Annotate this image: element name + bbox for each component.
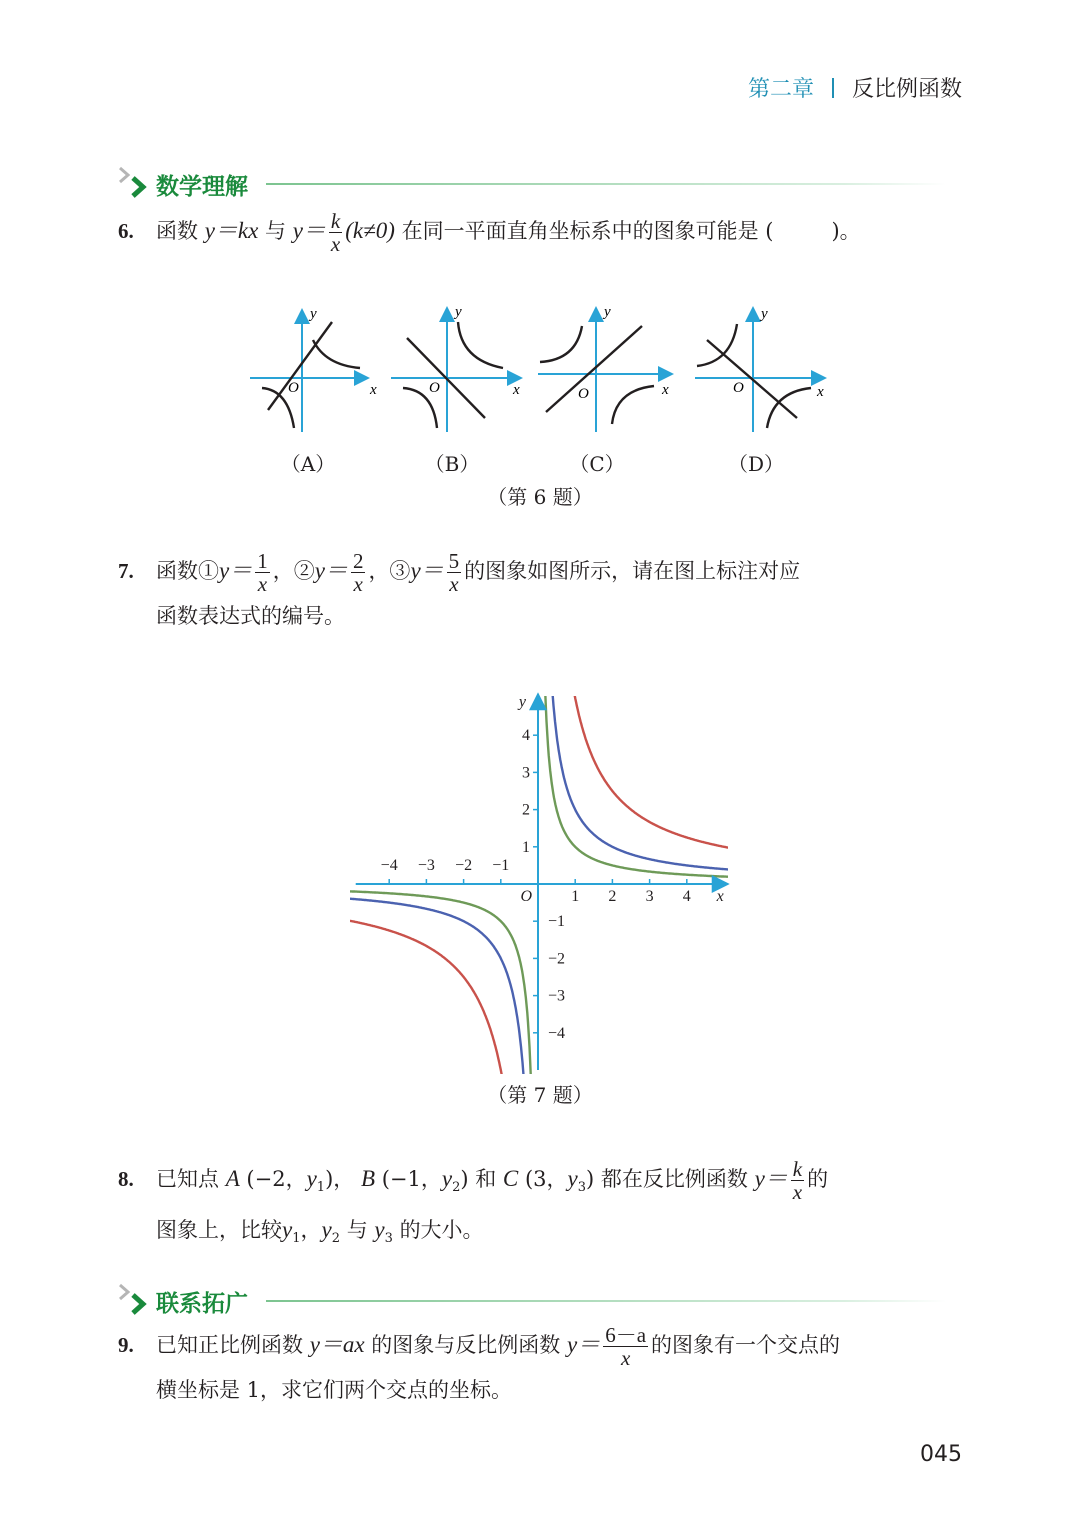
y-tick-label: −1 — [548, 913, 566, 931]
var-y: y — [441, 1166, 453, 1191]
question-number: 8. — [118, 1167, 134, 1191]
y-tick-label: −2 — [548, 950, 566, 968]
y-tick-label: −4 — [548, 1024, 566, 1042]
y-tick-label: 1 — [522, 838, 530, 856]
q8-text: (3， — [518, 1167, 568, 1191]
figure-caption: （第 6 题） — [487, 485, 593, 509]
point-a: A — [225, 1166, 240, 1191]
option-c-label[interactable]: （C） — [569, 452, 625, 476]
var-y: y — [282, 1217, 293, 1243]
svg-text:O: O — [733, 380, 744, 396]
q6-text: 函数 — [156, 219, 198, 243]
option-d-graph — [695, 306, 825, 432]
q6-text: )。 — [831, 219, 861, 243]
q8-text: (−1， — [375, 1167, 442, 1191]
question-number: 9. — [118, 1333, 134, 1357]
option-a-label[interactable]: （A） — [280, 452, 336, 476]
page-header — [748, 72, 962, 103]
x-tick-label: 2 — [608, 888, 617, 905]
x-tick-label: 3 — [645, 888, 654, 905]
page-number: 045 — [920, 1442, 962, 1467]
figure-caption: （第 7 题） — [487, 1083, 593, 1107]
svg-text:y: y — [604, 304, 611, 320]
question-7 — [118, 550, 800, 637]
question-8 — [118, 1158, 828, 1260]
var-y: y — [374, 1217, 385, 1243]
q6-option-graphs — [240, 300, 840, 445]
subscript: 2 — [331, 1231, 340, 1247]
series-y1x-branch-q1 — [545, 688, 731, 877]
q8-text: )， — [325, 1167, 355, 1191]
section-heading-understanding — [116, 164, 946, 204]
point-c: C — [502, 1166, 519, 1191]
q6-text: 与 — [265, 219, 287, 243]
x-tick-label: 4 — [682, 888, 691, 905]
svg-text:O: O — [288, 380, 299, 396]
q7-text: 函数表达式的编号。 — [156, 604, 345, 628]
q7-expr: y＝ — [410, 558, 444, 583]
subscript: 1 — [292, 1231, 301, 1247]
q7-text: ，② — [272, 559, 315, 583]
q8-text: ， — [300, 1218, 322, 1243]
y-tick-label: 4 — [522, 727, 530, 745]
q6-text: 在同一平面直角坐标系中的图象可能是 ( — [401, 219, 774, 243]
q8-text: 的大小。 — [399, 1218, 484, 1243]
subscript: 3 — [384, 1231, 393, 1247]
q9-text: 横坐标是 1，求它们两个交点的坐标。 — [156, 1378, 513, 1402]
question-6 — [118, 210, 861, 255]
q9-text: 已知正比例函数 — [156, 1333, 303, 1357]
svg-text:O: O — [578, 386, 589, 402]
q7-expr: y＝ — [219, 558, 253, 583]
q8-text: 的 — [807, 1167, 829, 1191]
x-tick-label: 1 — [571, 888, 580, 905]
section-title: 联系拓广 — [156, 1290, 248, 1317]
x-tick-label: −3 — [417, 857, 435, 874]
section-heading-extension — [116, 1281, 946, 1321]
q7-fraction-3: $\frac{5}{x}$ — [448, 549, 460, 596]
header-divider — [832, 78, 834, 98]
question-9 — [118, 1324, 840, 1411]
option-b-label[interactable]: （B） — [424, 452, 480, 476]
subscript: 3 — [577, 1180, 586, 1196]
chevron-right-icon — [116, 1281, 156, 1321]
svg-text:x: x — [817, 384, 824, 400]
q9-fraction: $\frac{6-a}{x}$ — [605, 1323, 647, 1370]
subscript: 2 — [452, 1180, 461, 1196]
question-number: 7. — [118, 559, 134, 583]
q7-chart — [340, 688, 740, 1078]
section-rule — [266, 183, 946, 185]
svg-text:O: O — [429, 380, 440, 396]
option-d-label[interactable]: （D） — [727, 452, 785, 476]
chapter-title: 反比例函数 — [851, 77, 962, 102]
q9-text: 的图象与反比例函数 — [371, 1333, 561, 1357]
chevron-right-icon — [116, 164, 156, 204]
y-tick-label: 2 — [522, 801, 530, 819]
x-tick-label: −4 — [380, 857, 398, 874]
var-y: y — [321, 1217, 332, 1243]
q6-expr-y: y＝ — [292, 218, 326, 243]
option-b-graph — [391, 304, 521, 432]
q8-text: 图象上，比较 — [156, 1218, 282, 1243]
x-tick-label: −1 — [492, 857, 510, 874]
q8-text: ) 都在反比例函数 — [586, 1167, 748, 1191]
svg-text:x: x — [513, 382, 520, 398]
option-a-graph — [250, 306, 377, 432]
q6-condition: (k≠0) — [345, 218, 395, 243]
svg-text:y: y — [455, 304, 462, 320]
series-y5x-branch-q3 — [345, 920, 503, 1078]
svg-text:x: x — [370, 382, 377, 398]
q8-text: 与 — [346, 1218, 368, 1243]
section-title: 数学理解 — [156, 173, 248, 200]
y-tick-label: 3 — [522, 764, 530, 782]
q8-text: ) 和 — [460, 1167, 497, 1191]
origin-label: O — [520, 888, 532, 905]
chapter-label: 第二章 — [747, 77, 814, 102]
var-y: y — [306, 1166, 317, 1191]
y-axis-label: y — [518, 693, 526, 711]
q9-expr-linear: y＝ax — [309, 1332, 365, 1357]
svg-text:y: y — [761, 306, 768, 322]
q7-fraction-1: $\frac{1}{x}$ — [257, 549, 268, 596]
q6-expr-linear: y＝kx — [204, 218, 259, 243]
q7-fraction-2: $\frac{2}{x}$ — [352, 549, 364, 596]
series-y5x-branch-q1 — [573, 688, 731, 848]
y-tick-label: −3 — [548, 987, 566, 1005]
q8-text: (−2， — [239, 1167, 307, 1191]
x-tick-label: −2 — [455, 857, 473, 874]
q7-text: ，③ — [368, 559, 411, 583]
svg-text:y: y — [310, 306, 317, 322]
svg-text:x: x — [662, 382, 669, 398]
question-number: 6. — [118, 219, 134, 243]
subscript: 1 — [316, 1180, 326, 1196]
point-b: B — [360, 1166, 376, 1191]
var-y: y — [567, 1166, 578, 1191]
q8-expr: y＝ — [754, 1166, 788, 1191]
q7-text: 的图象如图所示，请在图上标注对应 — [464, 559, 801, 583]
q8-fraction: $\frac{k}{x}$ — [792, 1157, 803, 1204]
x-axis-label: x — [716, 888, 724, 905]
q9-expr: y＝ — [566, 1332, 601, 1357]
q8-text: 已知点 — [156, 1167, 219, 1191]
option-c-graph — [538, 304, 672, 432]
q6-fraction: $\frac{k}{x}$ — [330, 209, 341, 256]
q7-text: 函数① — [156, 559, 219, 583]
q9-text: 的图象有一个交点的 — [651, 1333, 841, 1357]
series-y1x-branch-q3 — [345, 891, 531, 1078]
q7-expr: y＝ — [314, 558, 348, 583]
section-rule — [266, 1300, 946, 1302]
